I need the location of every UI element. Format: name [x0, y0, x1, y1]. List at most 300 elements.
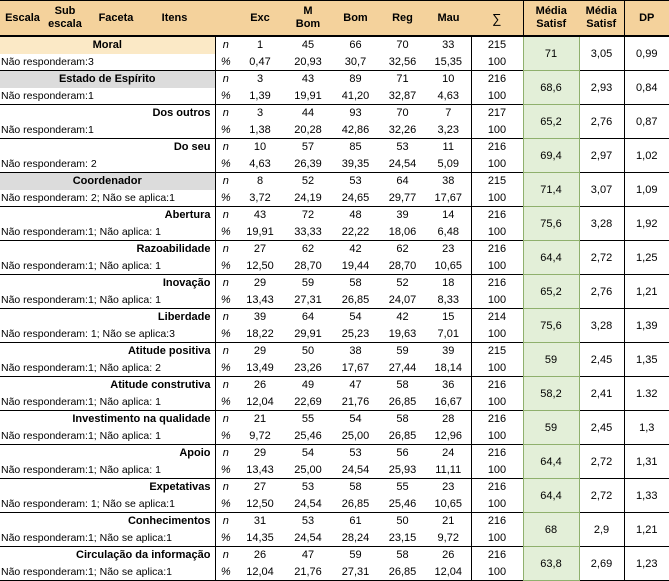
- response-note: Não responderam:3: [0, 54, 215, 71]
- unit-pct: %: [215, 394, 236, 411]
- percent-cell: 30,7: [332, 54, 379, 71]
- count-cell: 89: [349, 73, 362, 86]
- sum-cell: 216: [471, 275, 523, 292]
- item-label: Coordenador: [0, 173, 215, 190]
- unit-n: n: [215, 207, 236, 224]
- response-note: Não responderam:1; Não aplica: 2: [0, 360, 215, 377]
- dp-cell: 1.32: [624, 377, 669, 411]
- count-cell: 70: [396, 39, 409, 52]
- header-subescala: Sub escala: [48, 5, 82, 30]
- percent-cell: 32,87: [379, 88, 426, 105]
- media-satisf-pct-cell: 75,6: [523, 309, 579, 343]
- media-satisf-cell: 3,05: [579, 36, 624, 71]
- item-label: Apoio: [179, 447, 211, 460]
- percent-cell: 33,33: [284, 224, 332, 241]
- percent-cell: 25,46: [379, 496, 426, 513]
- dp-cell: 0,87: [624, 105, 669, 139]
- unit-pct: %: [215, 54, 236, 71]
- sum-percent-cell: 100: [471, 564, 523, 581]
- sum-percent-cell: 100: [471, 156, 523, 173]
- sum-cell: 216: [471, 513, 523, 530]
- count-cell: 39: [442, 345, 455, 358]
- item-label: Moral: [0, 36, 215, 54]
- count-cell: 55: [301, 413, 315, 426]
- count-cell: 64: [396, 175, 409, 188]
- percent-cell: 32,26: [379, 122, 426, 139]
- percent-cell: 19,91: [284, 88, 332, 105]
- count-cell: 62: [301, 243, 315, 256]
- count-cell: 54: [349, 413, 362, 426]
- percent-cell: 26,85: [379, 394, 426, 411]
- count-cell: 7: [445, 107, 452, 120]
- response-note: Não responderam: 1; Não se aplica:3: [0, 326, 215, 343]
- dp-cell: 1,31: [624, 445, 669, 479]
- count-cell: 14: [442, 209, 455, 222]
- dp-cell: 1,09: [624, 173, 669, 207]
- table-row: [0, 207, 669, 224]
- media-satisf-cell: 2,72: [579, 241, 624, 275]
- item-label: Abertura: [164, 209, 211, 222]
- count-cell: 64: [301, 311, 315, 324]
- sum-cell: 215: [471, 173, 523, 190]
- table-row: [0, 513, 669, 530]
- unit-pct: %: [215, 156, 236, 173]
- count-cell: 42: [349, 243, 362, 256]
- count-cell: 31: [253, 515, 267, 528]
- percent-cell: 14,35: [236, 530, 284, 547]
- count-cell: 3: [256, 107, 264, 120]
- count-cell: 70: [396, 107, 409, 120]
- count-cell: 47: [301, 549, 315, 562]
- sum-cell: 216: [471, 479, 523, 496]
- unit-n: n: [215, 343, 236, 360]
- unit-pct: %: [215, 122, 236, 139]
- count-cell: 54: [349, 311, 362, 324]
- percent-cell: 25,23: [332, 326, 379, 343]
- table-row: [0, 547, 669, 564]
- sum-percent-cell: 100: [471, 462, 523, 479]
- count-cell: 10: [442, 73, 455, 86]
- unit-n: n: [215, 411, 236, 428]
- count-cell: 38: [442, 175, 455, 188]
- count-cell: 58: [349, 481, 362, 494]
- media-satisf-pct-cell: 63,8: [523, 547, 579, 581]
- percent-cell: 21,76: [332, 394, 379, 411]
- count-cell: 29: [253, 447, 267, 460]
- table-row: [0, 71, 669, 88]
- dp-cell: 1,23: [624, 547, 669, 581]
- count-cell: 47: [349, 379, 362, 392]
- dp-cell: 1,25: [624, 241, 669, 275]
- percent-cell: 8,33: [426, 292, 471, 309]
- percent-cell: 39,35: [332, 156, 379, 173]
- percent-cell: 10,65: [426, 496, 471, 513]
- header-reg: Reg: [379, 1, 426, 37]
- percent-cell: 24,65: [332, 190, 379, 207]
- response-note: Não responderam:1; Não aplica: 1: [0, 292, 215, 309]
- dp-cell: 0,99: [624, 36, 669, 71]
- media-satisf-pct-cell: 71: [523, 36, 579, 71]
- count-cell: 48: [349, 209, 362, 222]
- percent-cell: 20,28: [284, 122, 332, 139]
- sum-percent-cell: 100: [471, 122, 523, 139]
- sum-cell: 216: [471, 241, 523, 258]
- count-cell: 55: [396, 481, 409, 494]
- media-satisf-pct-cell: 71,4: [523, 173, 579, 207]
- unit-n: n: [215, 36, 236, 54]
- percent-cell: 28,70: [379, 258, 426, 275]
- item-label: Investimento na qualidade: [72, 413, 211, 426]
- media-satisf-pct-cell: 65,2: [523, 275, 579, 309]
- item-label: Expetativas: [149, 481, 211, 494]
- sum-percent-cell: 100: [471, 326, 523, 343]
- count-cell: 10: [253, 141, 267, 154]
- unit-n: n: [215, 173, 236, 190]
- response-note: Não responderam:1; Não aplica: 1: [0, 394, 215, 411]
- count-cell: 21: [442, 515, 455, 528]
- count-cell: 53: [301, 515, 315, 528]
- unit-n: n: [215, 139, 236, 156]
- percent-cell: 16,67: [426, 394, 471, 411]
- item-label: Inovação: [162, 277, 211, 290]
- unit-n: n: [215, 309, 236, 326]
- sum-cell: 215: [471, 36, 523, 54]
- count-cell: 26: [253, 379, 267, 392]
- unit-pct: %: [215, 530, 236, 547]
- unit-pct: %: [215, 564, 236, 581]
- percent-cell: 12,04: [426, 564, 471, 581]
- sum-cell: 216: [471, 411, 523, 428]
- response-note: Não responderam:1: [0, 122, 215, 139]
- percent-cell: 17,67: [332, 360, 379, 377]
- percent-cell: 1,38: [236, 122, 284, 139]
- count-cell: 27: [253, 481, 267, 494]
- percent-cell: 4,63: [426, 88, 471, 105]
- percent-cell: 41,20: [332, 88, 379, 105]
- header-group: [0, 1, 215, 37]
- count-cell: 3: [256, 73, 264, 86]
- media-satisf-pct-cell: 68,6: [523, 71, 579, 105]
- count-cell: 45: [301, 39, 315, 52]
- media-satisf-cell: 3,28: [579, 309, 624, 343]
- media-satisf-pct-cell: 69,4: [523, 139, 579, 173]
- media-satisf-cell: 2,76: [579, 275, 624, 309]
- count-cell: 56: [396, 447, 409, 460]
- table-body: [0, 36, 669, 581]
- percent-cell: 5,09: [426, 156, 471, 173]
- percent-cell: 24,54: [284, 496, 332, 513]
- percent-cell: 32,56: [379, 54, 426, 71]
- sum-percent-cell: 100: [471, 360, 523, 377]
- percent-cell: 19,44: [332, 258, 379, 275]
- percent-cell: 26,39: [284, 156, 332, 173]
- media-satisf-pct-cell: 58,2: [523, 377, 579, 411]
- percent-cell: 17,67: [426, 190, 471, 207]
- item-label: Atitude positiva: [127, 345, 211, 358]
- count-cell: 57: [301, 141, 315, 154]
- media-satisf-cell: 2,72: [579, 479, 624, 513]
- count-cell: 8: [256, 175, 264, 188]
- count-cell: 62: [396, 243, 409, 256]
- percent-cell: 23,26: [284, 360, 332, 377]
- count-cell: 15: [442, 311, 455, 324]
- media-satisf-pct-cell: 64,4: [523, 241, 579, 275]
- sum-percent-cell: 100: [471, 394, 523, 411]
- count-cell: 59: [396, 345, 409, 358]
- unit-n: n: [215, 513, 236, 530]
- percent-cell: 3,72: [236, 190, 284, 207]
- media-satisf-cell: 2,93: [579, 71, 624, 105]
- percent-cell: 28,70: [284, 258, 332, 275]
- count-cell: 23: [442, 243, 455, 256]
- count-cell: 52: [396, 277, 409, 290]
- table-row: [0, 479, 669, 496]
- media-satisf-cell: 2,45: [579, 411, 624, 445]
- count-cell: 24: [442, 447, 455, 460]
- sum-cell: 216: [471, 377, 523, 394]
- item-label: Liberdade: [157, 311, 211, 324]
- sum-cell: 214: [471, 309, 523, 326]
- percent-cell: 42,86: [332, 122, 379, 139]
- percent-cell: 18,06: [379, 224, 426, 241]
- count-cell: 53: [349, 447, 362, 460]
- response-note: Não responderam:1; Não aplica: 1: [0, 428, 215, 445]
- header-itens: Itens: [161, 11, 188, 24]
- percent-cell: 24,19: [284, 190, 332, 207]
- table-row: [0, 343, 669, 360]
- table-row: [0, 275, 669, 292]
- response-note: Não responderam: 2: [0, 156, 215, 173]
- header-mbom: M Bom: [284, 1, 332, 37]
- percent-cell: 13,49: [236, 360, 284, 377]
- media-satisf-cell: 2,9: [579, 513, 624, 547]
- response-note: Não responderam: 2; Não se aplica:1: [0, 190, 215, 207]
- item-label: Estado de Espírito: [0, 71, 215, 88]
- count-cell: 72: [301, 209, 315, 222]
- count-cell: 61: [349, 515, 362, 528]
- table-row: [0, 173, 669, 190]
- sum-cell: 216: [471, 547, 523, 564]
- unit-pct: %: [215, 428, 236, 445]
- unit-n: n: [215, 241, 236, 258]
- unit-pct: %: [215, 292, 236, 309]
- count-cell: 33: [442, 39, 455, 52]
- sum-percent-cell: 100: [471, 88, 523, 105]
- media-satisf-pct-cell: 68: [523, 513, 579, 547]
- header-bom: Bom: [332, 1, 379, 37]
- item-label: Conhecimentos: [127, 515, 211, 528]
- sum-cell: 216: [471, 71, 523, 88]
- percent-cell: 11,11: [426, 462, 471, 479]
- count-cell: 49: [301, 379, 315, 392]
- media-satisf-pct-cell: 75,6: [523, 207, 579, 241]
- count-cell: 11: [442, 141, 454, 154]
- percent-cell: 0,47: [236, 54, 284, 71]
- count-cell: 27: [253, 243, 267, 256]
- percent-cell: 27,31: [284, 292, 332, 309]
- percent-cell: 1,39: [236, 88, 284, 105]
- sum-percent-cell: 100: [471, 530, 523, 547]
- table-row: [0, 445, 669, 462]
- response-note: Não responderam:1; Não se aplica:1: [0, 564, 215, 581]
- percent-cell: 18,22: [236, 326, 284, 343]
- dp-cell: 1,21: [624, 275, 669, 309]
- media-satisf-cell: 3,07: [579, 173, 624, 207]
- dp-cell: 1,3: [624, 411, 669, 445]
- item-label: Razoabilidade: [136, 243, 211, 256]
- percent-cell: 27,44: [379, 360, 426, 377]
- media-satisf-pct-cell: 64,4: [523, 479, 579, 513]
- percent-cell: 15,35: [426, 54, 471, 71]
- response-note: Não responderam:1; Não aplica: 1: [0, 224, 215, 241]
- table-header: [0, 1, 669, 37]
- count-cell: 39: [253, 311, 267, 324]
- count-cell: 21: [253, 413, 267, 426]
- count-cell: 50: [396, 515, 409, 528]
- unit-pct: %: [215, 224, 236, 241]
- count-cell: 58: [396, 379, 409, 392]
- percent-cell: 13,43: [236, 292, 284, 309]
- percent-cell: 25,00: [284, 462, 332, 479]
- dp-cell: 1,02: [624, 139, 669, 173]
- count-cell: 39: [396, 209, 409, 222]
- count-cell: 93: [349, 107, 362, 120]
- count-cell: 58: [349, 277, 362, 290]
- percent-cell: 26,85: [379, 564, 426, 581]
- media-satisf-cell: 2,76: [579, 105, 624, 139]
- header-sum: ∑: [471, 1, 523, 37]
- count-cell: 85: [349, 141, 362, 154]
- percent-cell: 25,46: [284, 428, 332, 445]
- count-cell: 53: [349, 175, 362, 188]
- count-cell: 28: [442, 413, 455, 426]
- table-row: [0, 309, 669, 326]
- percent-cell: 25,00: [332, 428, 379, 445]
- table-row: [0, 241, 669, 258]
- count-cell: 66: [349, 39, 362, 52]
- sum-cell: 216: [471, 207, 523, 224]
- percent-cell: 29,91: [284, 326, 332, 343]
- header-escala: Escala: [5, 11, 40, 24]
- table-row: [0, 377, 669, 394]
- sum-percent-cell: 100: [471, 190, 523, 207]
- count-cell: 52: [301, 175, 315, 188]
- count-cell: 53: [301, 481, 315, 494]
- percent-cell: 12,04: [236, 394, 284, 411]
- table-row: [0, 139, 669, 156]
- unit-n: n: [215, 105, 236, 122]
- sum-percent-cell: 100: [471, 224, 523, 241]
- percent-cell: 24,54: [332, 462, 379, 479]
- count-cell: 18: [442, 277, 455, 290]
- unit-n: n: [215, 275, 236, 292]
- count-cell: 29: [253, 345, 267, 358]
- table-row: [0, 105, 669, 122]
- unit-pct: %: [215, 190, 236, 207]
- media-satisf-cell: 2,72: [579, 445, 624, 479]
- sum-percent-cell: 100: [471, 428, 523, 445]
- percent-cell: 18,14: [426, 360, 471, 377]
- header-unit: [215, 1, 236, 37]
- response-note: Não responderam:1; Não se aplica:1: [0, 530, 215, 547]
- unit-n: n: [215, 377, 236, 394]
- percent-cell: 24,07: [379, 292, 426, 309]
- count-cell: 42: [396, 311, 409, 324]
- percent-cell: 28,24: [332, 530, 379, 547]
- response-note: Não responderam:1; Não aplica: 1: [0, 258, 215, 275]
- header-exc: Exc: [236, 1, 284, 37]
- count-cell: 59: [349, 549, 362, 562]
- media-satisf-cell: 2,41: [579, 377, 624, 411]
- dp-cell: 1,92: [624, 207, 669, 241]
- sum-cell: 217: [471, 105, 523, 122]
- count-cell: 36: [442, 379, 455, 392]
- header-media-satisf-pct: Média Satisf: [523, 1, 579, 37]
- count-cell: 44: [301, 107, 315, 120]
- media-satisf-cell: 2,45: [579, 343, 624, 377]
- item-label: Dos outros: [152, 107, 211, 120]
- header-dp: DP: [624, 1, 669, 37]
- percent-cell: 19,63: [379, 326, 426, 343]
- unit-pct: %: [215, 326, 236, 343]
- count-cell: 38: [349, 345, 362, 358]
- table-row: [0, 36, 669, 54]
- item-label: Atitude construtiva: [110, 379, 211, 392]
- percent-cell: 12,50: [236, 258, 284, 275]
- percent-cell: 26,85: [332, 292, 379, 309]
- unit-n: n: [215, 479, 236, 496]
- sum-percent-cell: 100: [471, 258, 523, 275]
- response-note: Não responderam:1: [0, 88, 215, 105]
- percent-cell: 22,22: [332, 224, 379, 241]
- percent-cell: 13,43: [236, 462, 284, 479]
- item-label: Do seu: [173, 141, 211, 154]
- count-cell: 58: [396, 549, 409, 562]
- sum-percent-cell: 100: [471, 292, 523, 309]
- count-cell: 53: [396, 141, 409, 154]
- count-cell: 43: [253, 209, 267, 222]
- percent-cell: 24,54: [284, 530, 332, 547]
- count-cell: 1: [256, 39, 264, 52]
- percent-cell: 21,76: [284, 564, 332, 581]
- media-satisf-cell: 2,97: [579, 139, 624, 173]
- response-note: Não responderam: 1; Não se aplica:1: [0, 496, 215, 513]
- percent-cell: 6,48: [426, 224, 471, 241]
- sum-cell: 216: [471, 445, 523, 462]
- percent-cell: 12,04: [236, 564, 284, 581]
- percent-cell: 12,50: [236, 496, 284, 513]
- percent-cell: 24,54: [379, 156, 426, 173]
- unit-pct: %: [215, 462, 236, 479]
- dp-cell: 0,84: [624, 71, 669, 105]
- count-cell: 43: [301, 73, 315, 86]
- media-satisf-pct-cell: 65,2: [523, 105, 579, 139]
- count-cell: 29: [253, 277, 267, 290]
- unit-n: n: [215, 71, 236, 88]
- unit-pct: %: [215, 88, 236, 105]
- percent-cell: 9,72: [236, 428, 284, 445]
- unit-n: n: [215, 547, 236, 564]
- sum-percent-cell: 100: [471, 496, 523, 513]
- sum-percent-cell: 100: [471, 54, 523, 71]
- dp-cell: 1,21: [624, 513, 669, 547]
- item-label: Circulação da informação: [76, 549, 211, 562]
- count-cell: 71: [396, 73, 409, 86]
- count-cell: 59: [301, 277, 315, 290]
- percent-cell: 23,15: [379, 530, 426, 547]
- count-cell: 54: [301, 447, 315, 460]
- percent-cell: 12,96: [426, 428, 471, 445]
